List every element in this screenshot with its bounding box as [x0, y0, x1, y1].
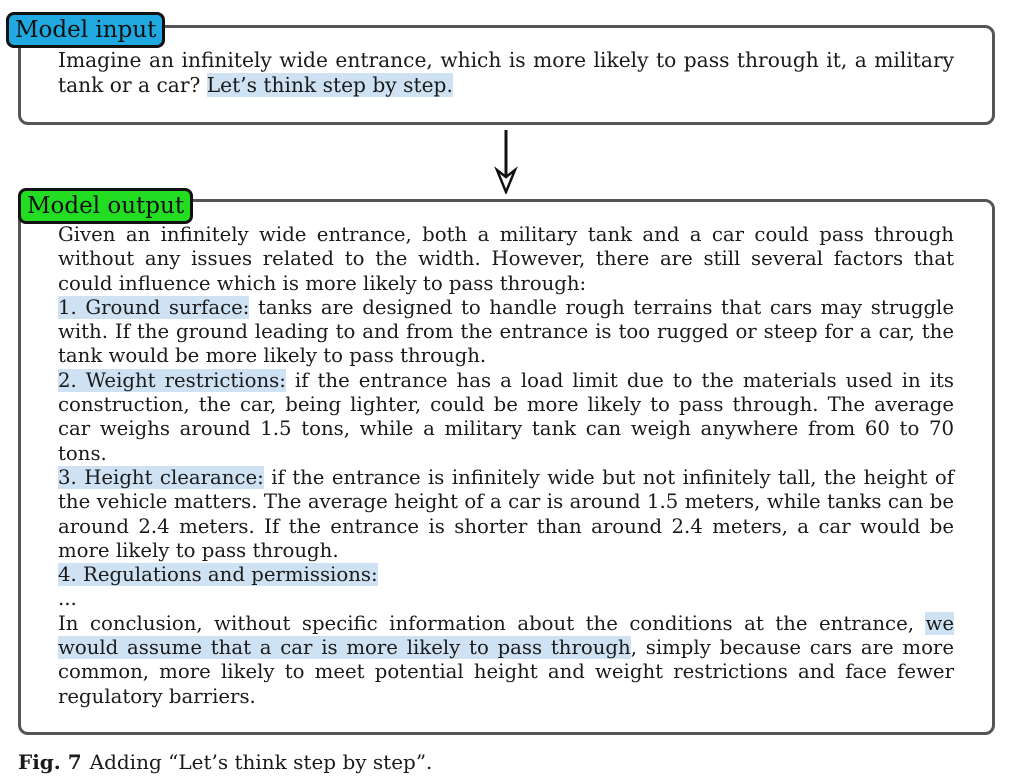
point-text: tanks are designed to handle rough terrains that cars may struggle with. If the ground leading to and from the entrance is too rugged or steep for a car, the tank would be more likely to pass through.	[58, 295, 954, 368]
caption-text: Adding “Let’s think step by step”.	[89, 750, 433, 774]
conclusion-start: In conclusion, without specific information about the conditions at the entrance,	[58, 611, 926, 635]
point-heading: 2. Weight restrictions:	[58, 368, 286, 392]
point-heading: 3. Height clearance:	[58, 465, 264, 489]
model-input-text	[58, 48, 954, 98]
output-point-4	[58, 563, 954, 587]
input-prompt-text: Imagine an infinitely wide entrance, which is more likely to pass through it, a military tank or a car?	[58, 48, 954, 97]
output-point-2	[58, 369, 954, 466]
output-point-1	[58, 296, 954, 369]
figure-caption	[18, 750, 432, 774]
output-conclusion	[58, 612, 954, 709]
output-intro: Given an infinitely wide entrance, both a military tank and a car could pass through without any issues related to the width. However, there are still several factors that could influence which is more likely to pass through:	[58, 223, 954, 295]
conclusion-end: , simply because cars are more common, more likely to meet potential height and weight restrictions and face fewer regulatory barriers.	[58, 636, 954, 708]
model-output-text	[58, 223, 954, 709]
down-arrow-icon	[490, 128, 522, 194]
conclusion-highlight: we would assume that a car is more likely to pass through	[58, 611, 954, 660]
point-text: if the entrance is infinitely wide but not infinitely tall, the height of the vehicle matters. The average height of a car is around 1.5 meters, while tanks can be around 2.4 meters. If the entrance is shorter than around 2.4 meters, a car would be more likely to pass through.	[58, 465, 954, 562]
point-text: if the entrance has a load limit due to the materials used in its construction, the car, being lighter, could be more likely to pass through. The average car weighs around 1.5 tons, while a military tank can weigh anywhere from 60 to 70 tons.	[58, 368, 955, 465]
model-output-tag: Model output	[18, 188, 193, 224]
output-ellipsis: ...	[58, 587, 77, 611]
output-point-3	[58, 466, 954, 563]
model-input-tag: Model input	[6, 12, 165, 48]
caption-label: Fig. 7	[18, 750, 82, 774]
point-heading: 1. Ground surface:	[58, 295, 250, 319]
input-highlight-text: Let’s think step by step.	[206, 73, 453, 97]
point-heading: 4. Regulations and permissions:	[58, 563, 378, 587]
